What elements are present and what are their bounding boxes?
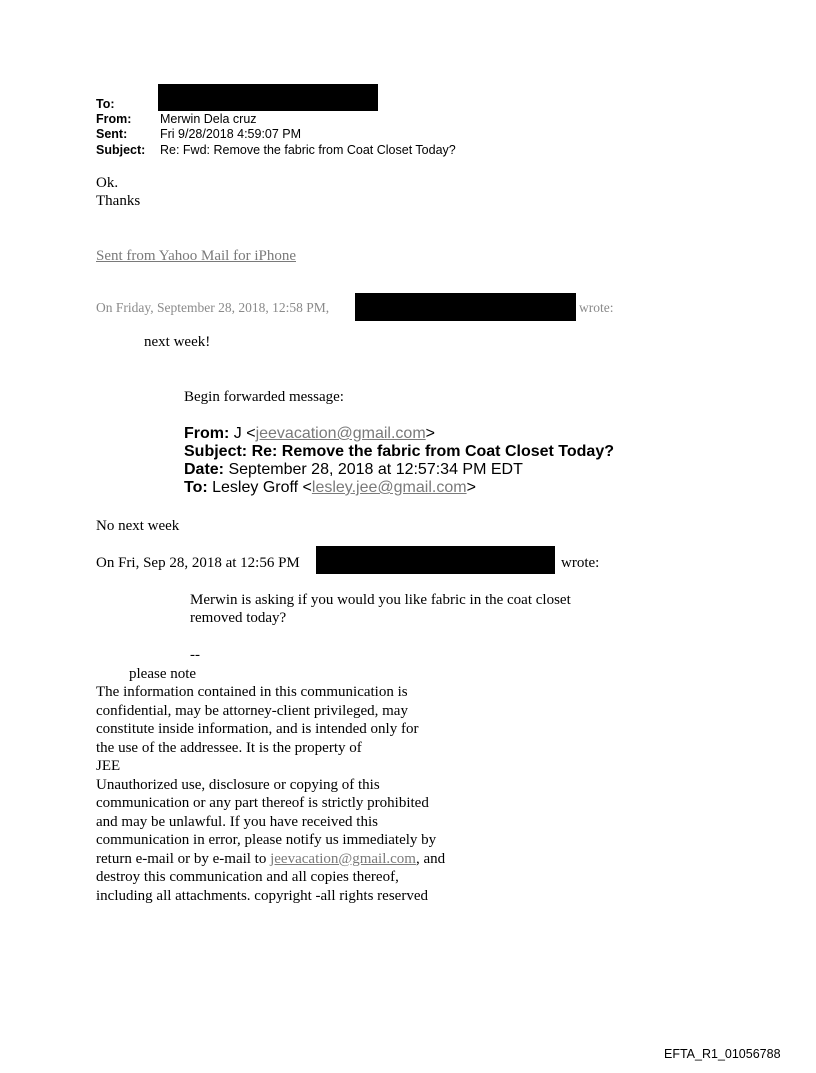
forwarded-date-label: Date: xyxy=(184,461,225,478)
quote1-attribution-suffix: wrote: xyxy=(579,300,614,315)
quote1-text: next week! xyxy=(144,334,211,350)
disclaimer-email-prefix: return e-mail or by e-mail to xyxy=(96,850,271,867)
disclaimer-line: constitute inside information, and is intended only for xyxy=(96,721,419,737)
sent-label: Sent: xyxy=(96,127,128,141)
disclaimer-email-link[interactable]: jeevacation@gmail.com xyxy=(270,850,416,867)
disclaimer-line: including all attachments. copyright -all rights reserved xyxy=(96,887,428,904)
disclaimer-line: Unauthorized use, disclosure or copying of this xyxy=(96,776,380,793)
disclaimer-email-line xyxy=(96,850,445,869)
disclaimer-line: the use of the addressee. It is the property of xyxy=(96,739,362,756)
forwarded-to-label: To: xyxy=(184,479,208,496)
forwarded-to-name: Lesley Groff < xyxy=(207,479,312,496)
forwarded-intro: Begin forwarded message: xyxy=(184,389,344,405)
from-label: From: xyxy=(96,112,132,126)
to-label: To: xyxy=(96,97,115,111)
disclaimer-line: communication or any part thereof is strictly prohibited xyxy=(96,795,429,811)
forwarded-from-close: > xyxy=(425,425,435,442)
inner-line-2: removed today? xyxy=(190,610,287,626)
inner-line-1: Merwin is asking if you would you like fabric in the coat closet xyxy=(190,592,571,608)
subject-label: Subject: xyxy=(96,143,146,157)
disclaimer xyxy=(96,683,445,905)
disclaimer-line: and may be unlawful. If you have received this xyxy=(96,813,378,830)
forwarded-to-line xyxy=(184,479,476,498)
disclaimer-line: The information contained in this communication is xyxy=(96,684,408,700)
forwarded-from-label: From: xyxy=(184,425,230,442)
signature-link[interactable]: Sent from Yahoo Mail for iPhone xyxy=(96,248,296,264)
disclaimer-email-suffix: , and xyxy=(415,850,446,867)
signature-dash: -- xyxy=(190,647,200,663)
please-note: please note xyxy=(129,666,197,682)
forwarded-date-line xyxy=(184,461,523,480)
forwarded-from-name: J < xyxy=(229,425,256,442)
disclaimer-line: JEE xyxy=(96,758,121,774)
quote1-attribution-prefix: On Friday, September 28, 2018, 12:58 PM, xyxy=(96,300,330,315)
redaction-box-reply2 xyxy=(316,546,555,574)
redaction-box-to xyxy=(158,84,378,111)
forwarded-subject-value: Re: Remove the fabric from Coat Closet Today? xyxy=(247,443,614,460)
forwarded-subject-label: Subject: xyxy=(184,443,248,460)
forwarded-date-value: September 28, 2018 at 12:57:34 PM EDT xyxy=(224,461,523,478)
reply-line-ok: Ok. xyxy=(96,175,119,191)
disclaimer-line: confidential, may be attorney-client privileged, may xyxy=(96,702,408,719)
document-id: EFTA_R1_01056788 xyxy=(664,1047,781,1061)
reply-line-thanks: Thanks xyxy=(96,193,141,209)
forwarded-to-email-link[interactable]: lesley.jee@gmail.com xyxy=(311,479,467,496)
forwarded-to-close: > xyxy=(466,479,476,496)
reply2-attribution-suffix: wrote: xyxy=(561,555,600,571)
reply2-attribution-prefix: On Fri, Sep 28, 2018 at 12:56 PM xyxy=(96,555,300,571)
reply2-text: No next week xyxy=(96,518,180,534)
disclaimer-line: communication in error, please notify us immediately by xyxy=(96,832,437,848)
subject-value: Re: Fwd: Remove the fabric from Coat Closet Today? xyxy=(160,143,456,157)
forwarded-from-line xyxy=(184,425,435,444)
redaction-box-quote1 xyxy=(355,293,576,321)
forwarded-subject-line xyxy=(184,443,614,462)
disclaimer-line: destroy this communication and all copies thereof, xyxy=(96,869,399,885)
sent-value: Fri 9/28/2018 4:59:07 PM xyxy=(160,127,302,141)
forwarded-from-email-link[interactable]: jeevacation@gmail.com xyxy=(255,425,426,442)
from-value: Merwin Dela cruz xyxy=(160,112,257,126)
